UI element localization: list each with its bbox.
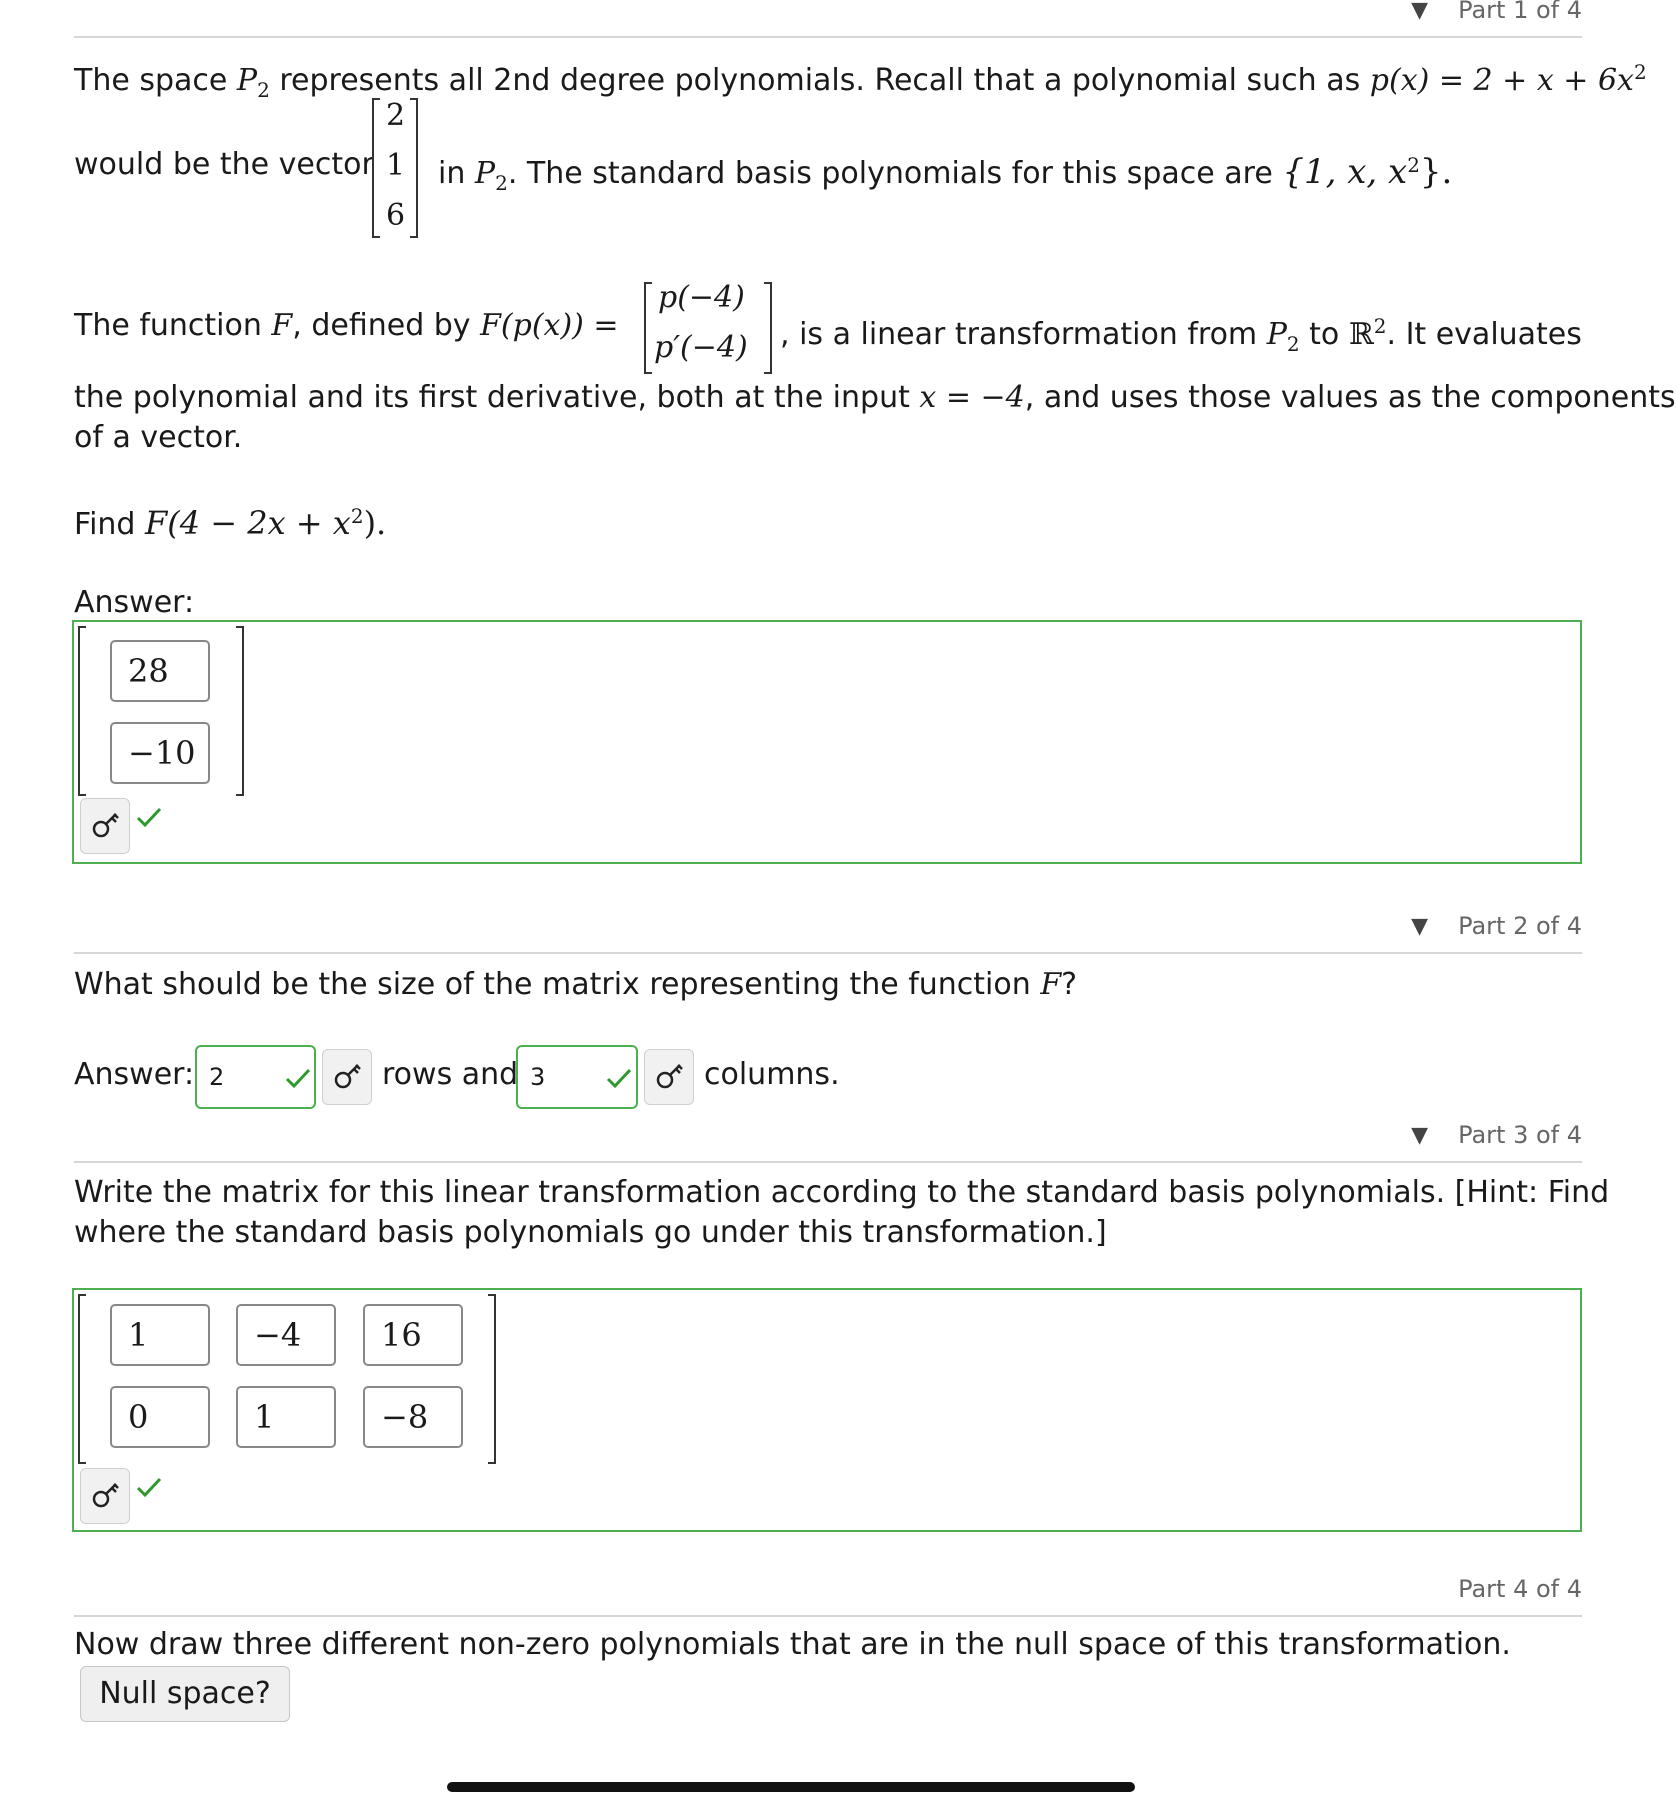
function-line [74,306,619,346]
key-button[interactable] [80,1468,130,1524]
part4-divider [74,1615,1582,1617]
basis-line [438,145,1452,203]
P2-subscript: 2 [495,171,508,195]
example-vector [372,98,418,238]
in-text: in [438,156,475,191]
part2-divider [74,952,1582,954]
find-close: ). [363,504,387,542]
fn-text-a: The function [74,308,272,343]
P2-subscript: 2 [1286,332,1300,356]
find-expression: F(4 − 2x + x [145,504,351,542]
part2-header[interactable] [1411,912,1582,940]
fn-text-b: , defined by [292,308,481,343]
bracket-left [78,1294,86,1464]
bracket-right [488,1294,496,1464]
R-symbol: ℝ [1348,317,1374,352]
F-symbol: F [1040,967,1062,1002]
part4-header-label: Part 4 of 4 [1458,1575,1582,1603]
part2-question-end: ? [1061,967,1078,1002]
check-icon [606,1067,632,1089]
collapse-triangle-icon[interactable]: ▼ [1411,0,1429,23]
columns-value: 3 [530,1063,546,1091]
fn-text-c: , is a linear transformation from [780,317,1267,352]
intro-text-b: represents all 2nd degree polynomials. Recall that a polynomial such as [269,63,1370,98]
fn-text-d: . It evaluates [1386,317,1582,352]
key-button[interactable] [80,798,130,854]
key-button[interactable] [644,1049,694,1105]
P2-symbol: P [1266,317,1287,352]
columns-select[interactable] [516,1045,638,1109]
part3-header-label: Part 3 of 4 [1458,1121,1582,1149]
example-vector-entry: 2 [386,98,406,133]
basis-close: }. [1419,152,1453,192]
bracket-right [764,282,772,374]
find-exponent: 2 [350,504,364,528]
key-icon [323,1050,371,1104]
part2-header-label: Part 2 of 4 [1458,912,1582,940]
input-equation: x = −4 [919,380,1025,415]
basis-set: {1, x, x [1282,152,1408,192]
part3-header[interactable] [1411,1121,1582,1149]
part1-intro-line [74,52,1647,110]
collapse-triangle-icon[interactable]: ▼ [1411,913,1429,939]
bracket-right [410,98,418,238]
example-vector-entry: 1 [386,148,406,183]
part3-instruction-line2: where the standard basis polynomials go under this transformation.] [74,1215,1107,1250]
basis-exponent: 2 [1407,153,1420,177]
to-text: to [1299,317,1349,352]
matrix-cell-r1c1[interactable]: 1 [110,1304,210,1366]
find-text: Find [74,507,146,542]
fn-definition: F(p(x)) = [480,308,619,343]
part2-question-text: What should be the size of the matrix representing the function [74,967,1041,1002]
home-indicator[interactable] [447,1782,1135,1792]
check-icon [136,1476,162,1498]
fn-vector-entry: p′(−4) [654,330,748,365]
bracket-right [236,626,244,796]
P2-symbol: P [236,63,258,98]
answer-label: Answer: [74,585,195,620]
poly-example: p(x) = 2 + x + 6x [1369,63,1634,98]
part3-instruction-line1: Write the matrix for this linear transformation according to the standard basis polynomials. [Hint: Find [74,1175,1610,1210]
part1-answer-box [72,620,1582,864]
null-space-button[interactable]: Null space? [80,1666,290,1722]
line2-text-a: the polynomial and its first derivative, both at the input [74,380,920,415]
key-icon [81,799,129,853]
check-icon [136,806,162,828]
example-vector-entry: 6 [386,198,406,233]
part1-divider [74,36,1582,38]
columns-text: columns. [704,1057,840,1092]
matrix-cell-r2c2[interactable]: 1 [236,1386,336,1448]
part1-header[interactable] [1411,0,1582,24]
rows-value: 2 [209,1063,225,1091]
key-icon [645,1050,693,1104]
part2-question [74,965,1077,1005]
fn-vector-entry: p(−4) [658,280,745,315]
key-button[interactable] [322,1049,372,1105]
P2-symbol: P [474,156,496,191]
matrix-cell-r2c1[interactable]: 0 [110,1386,210,1448]
part3-divider [74,1161,1582,1163]
would-be-text: would be the vector [74,147,374,182]
P2-subscript: 2 [257,78,270,102]
collapse-triangle-icon[interactable]: ▼ [1411,1122,1429,1148]
part1-header-label: Part 1 of 4 [1458,0,1582,24]
part4-question: Now draw three different non-zero polynomials that are in the null space of this transformation. [74,1627,1511,1662]
bracket-left [78,626,86,796]
part4-header[interactable] [1458,1575,1582,1603]
line2-text-b: , and uses those values as the components [1024,380,1676,415]
vector-line: of a vector. [74,420,243,455]
derivative-line [74,378,1676,418]
bracket-left [644,282,652,374]
find-line [74,496,386,545]
basis-text: . The standard basis polynomials for this space are [507,156,1283,191]
rows-select[interactable] [195,1045,316,1109]
bracket-left [372,98,380,238]
answer-input-row1[interactable]: 28 [110,640,210,702]
matrix-cell-r1c2[interactable]: −4 [236,1304,336,1366]
F-symbol: F [271,308,293,343]
R-exponent: 2 [1373,314,1387,338]
part2-answer-label: Answer: [74,1057,195,1092]
intro-text-a: The space [74,63,237,98]
matrix-cell-r2c3[interactable]: −8 [363,1386,463,1448]
function-line-rest [780,306,1582,364]
poly-example-exponent: 2 [1633,60,1647,84]
check-icon [285,1067,311,1089]
rows-text: rows and [382,1057,519,1092]
answer-input-row2[interactable]: −10 [110,722,210,784]
key-icon [81,1469,129,1523]
matrix-cell-r1c3[interactable]: 16 [363,1304,463,1366]
part3-matrix-box [72,1288,1582,1532]
fn-vector [644,282,772,374]
